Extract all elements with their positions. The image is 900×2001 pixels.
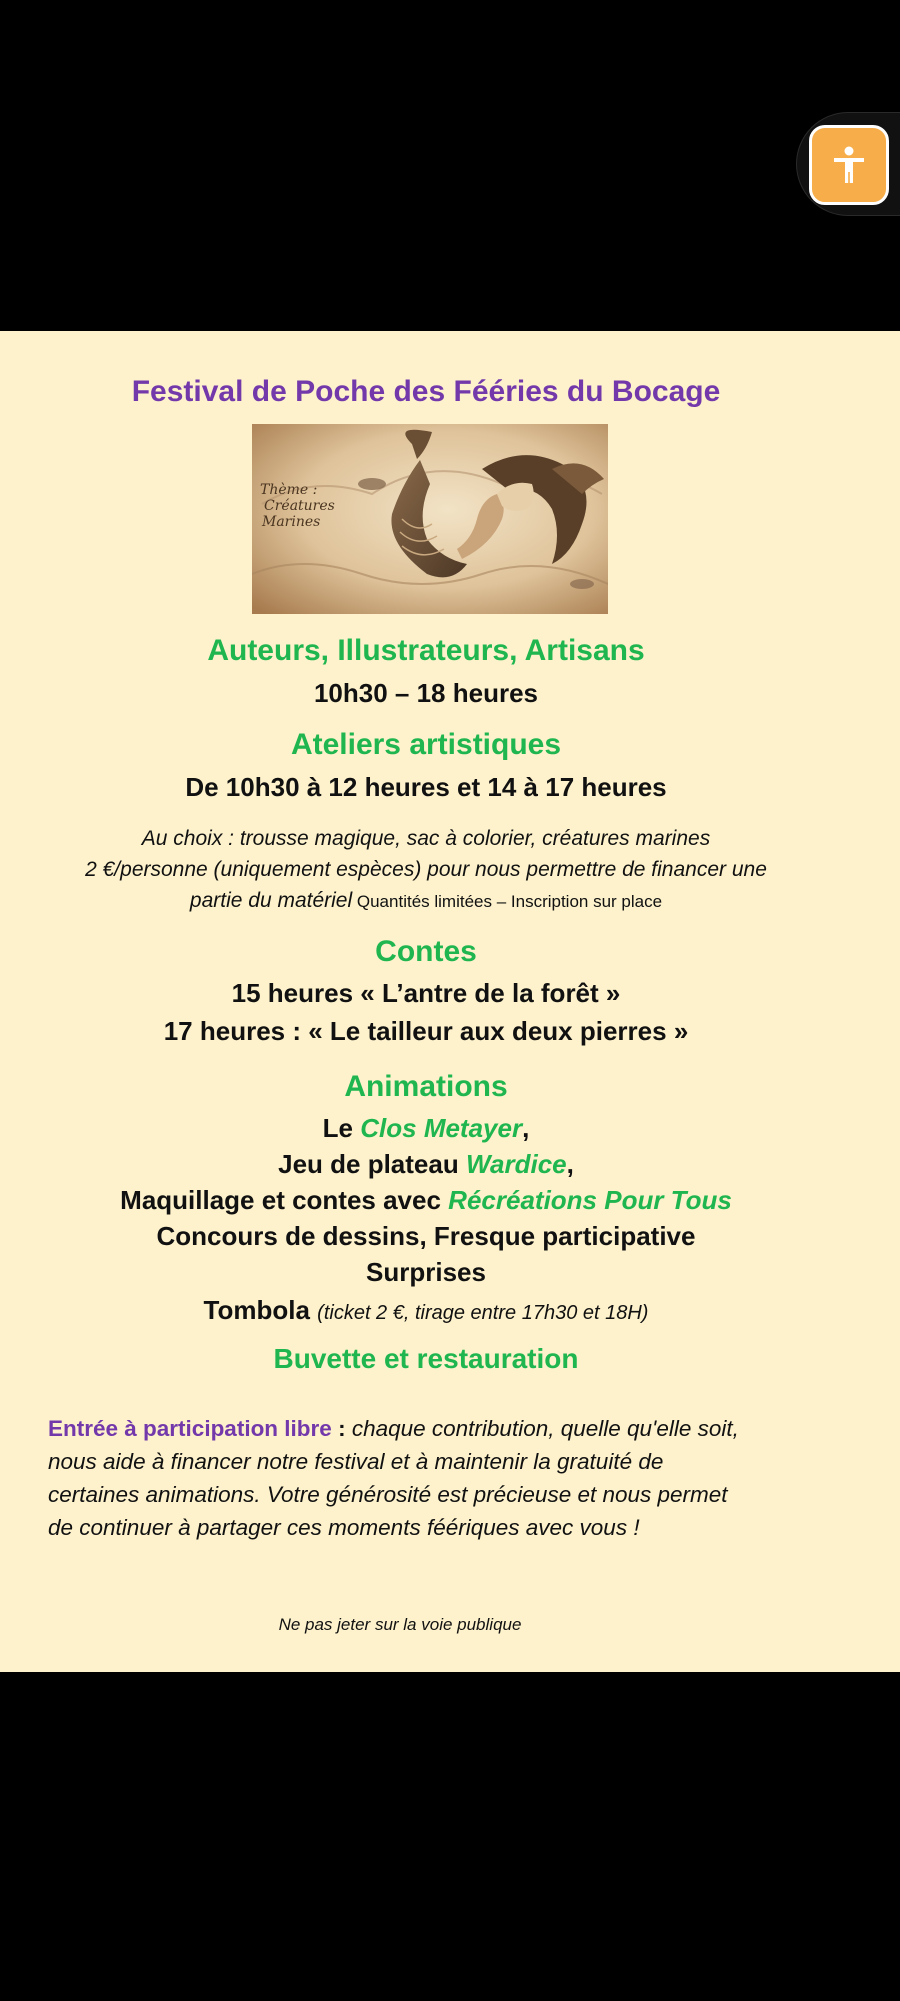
- workshops-material-text: partie du matériel: [189, 889, 353, 912]
- tale-2: 17 heures : « Le tailleur aux deux pierres »: [163, 1016, 689, 1046]
- tales-heading: Contes: [375, 935, 477, 968]
- accessibility-person-icon: [831, 145, 867, 185]
- tombola-label: Tombola: [203, 1295, 310, 1325]
- animation-4: Concours de dessins, Fresque participative: [156, 1221, 696, 1251]
- animation-2: [0, 1149, 852, 1180]
- animation-1-suffix: ,: [522, 1113, 530, 1143]
- mermaid-artwork: [252, 424, 608, 614]
- animation-1-name: Clos Metayer: [360, 1113, 523, 1143]
- entry-colon: :: [331, 1416, 352, 1441]
- mermaid-illustration: [252, 424, 608, 614]
- entry-line-1: [48, 1412, 848, 1445]
- animation-2-prefix: Jeu de plateau: [278, 1149, 466, 1179]
- animation-1-prefix: Le: [322, 1113, 361, 1143]
- caption-line-3: Marines: [262, 514, 321, 530]
- footer-note: Ne pas jeter sur la voie publique: [278, 1615, 522, 1634]
- animation-6: [0, 1295, 852, 1326]
- accessibility-button[interactable]: [809, 125, 889, 205]
- caption-line-1: Thème :: [260, 482, 318, 498]
- animation-5: Surprises: [366, 1257, 486, 1287]
- animation-2-name: Wardice: [465, 1149, 567, 1179]
- entry-lead: Entrée à participation libre: [48, 1416, 332, 1441]
- workshops-price: 2 €/personne (uniquement espèces) pour nous permettre de financer une: [85, 858, 767, 881]
- refreshments-heading: Buvette et restauration: [273, 1343, 579, 1374]
- animation-3-name: Récréations Pour Tous: [448, 1185, 732, 1215]
- accessibility-tab: [796, 112, 900, 216]
- entry-line-3: certaines animations. Votre générosité est précieuse et nous permet: [48, 1482, 728, 1507]
- entry-line-2: nous aide à financer notre festival et à maintenir la gratuité de: [48, 1449, 664, 1474]
- animation-3: [0, 1185, 852, 1216]
- caption-line-2: Créatures: [264, 498, 335, 514]
- animations-heading: Animations: [344, 1070, 508, 1103]
- workshops-material: [0, 889, 852, 913]
- workshops-choice: Au choix : trousse magique, sac à colorier, créatures marines: [141, 827, 711, 850]
- animation-2-suffix: ,: [566, 1149, 574, 1179]
- workshops-heading: Ateliers artistiques: [290, 728, 562, 761]
- entry-line-4: de continuer à partager ces moments féériques avec vous !: [48, 1515, 640, 1540]
- animation-1: [0, 1113, 852, 1144]
- tale-1: 15 heures « L’antre de la forêt »: [231, 978, 621, 1008]
- flyer-title: Festival de Poche des Fééries du Bocage: [131, 375, 721, 408]
- entry-paragraph: [48, 1412, 848, 1544]
- workshops-limited-note: Quantités limitées – Inscription sur place: [352, 892, 663, 911]
- authors-heading: Auteurs, Illustrateurs, Artisans: [207, 634, 645, 667]
- workshops-hours: De 10h30 à 12 heures et 14 à 17 heures: [185, 772, 667, 802]
- entry-text-1: chaque contribution, quelle qu'elle soit,: [351, 1416, 739, 1441]
- authors-hours: 10h30 – 18 heures: [313, 678, 539, 708]
- tombola-note: (ticket 2 €, tirage entre 17h30 et 18H): [317, 1302, 649, 1324]
- animation-3-prefix: Maquillage et contes avec: [120, 1185, 449, 1215]
